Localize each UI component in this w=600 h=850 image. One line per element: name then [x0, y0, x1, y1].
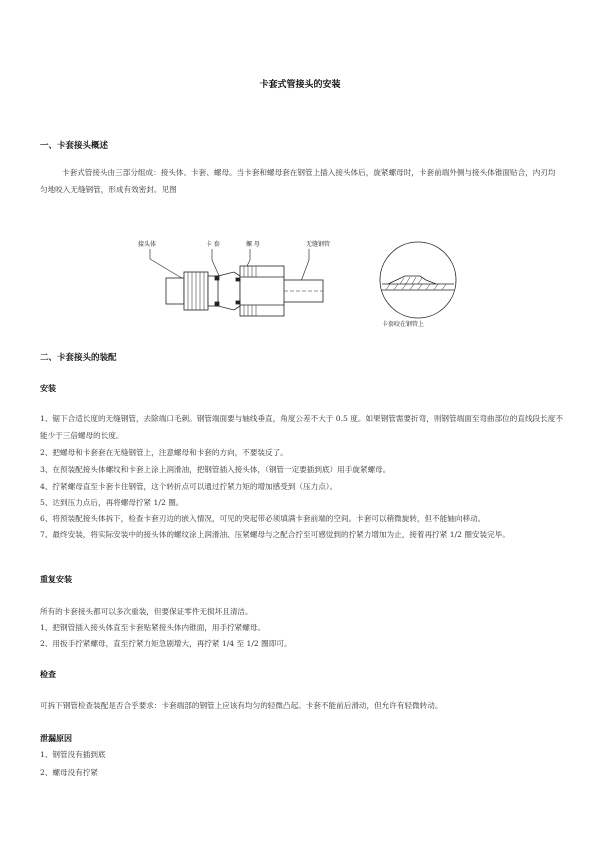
page-title: 卡套式管接头的安装	[259, 80, 341, 90]
reinstall-step-2: 2、用扳手拧紧螺母，直至拧紧力矩急剧增大，再拧紧 1/4 至 1/2 圈即可。	[40, 639, 292, 648]
reinstall-intro: 所有的卡套接头都可以多次重装，但要保证零件无损坏且清洁。	[40, 607, 253, 616]
label-nut: 螺 母	[246, 241, 260, 248]
leak-item-2: 2、螺母没有拧紧	[40, 768, 98, 777]
install-step-1: 1、锯下合适长度的无缝钢管，去除端口毛刺。钢管端面要与轴线垂直，角度公差不大于 0.5 度。如果钢管需要折弯，则钢管端面至弯曲部位的直线段长度不能少于三倍螺母的长度。	[40, 414, 563, 440]
install-step-3: 3、在预装配接头体螺纹和卡套上涂上润滑油，把钢管插入接头体，（钢管一定要插到底）用手旋紧螺母。	[40, 465, 391, 474]
check-text: 可拆下钢管检查装配是否合乎要求：卡套端部的钢管上应该有均匀的轻微凸起。卡套不能前后滑动，但允许有轻微转动。	[40, 701, 443, 710]
section-heading-overview: 一、卡套接头概述	[40, 141, 109, 151]
label-detail: 卡套咬在钢管上	[382, 321, 425, 328]
fitting-diagram	[120, 232, 460, 332]
install-step-2: 2、把螺母和卡套套在无缝钢管上，注意螺母和卡套的方向，不要装反了。	[40, 448, 288, 457]
install-step-5: 5、达到压力点后，再将螺母拧紧 1/2 圈。	[40, 498, 184, 507]
check-heading: 检查	[40, 670, 56, 679]
label-ferrule: 卡 套	[206, 241, 220, 248]
leak-heading: 泄漏原因	[40, 734, 72, 743]
install-step-6: 6、将预装配接头体拆下，检查卡套刃边的嵌入情况，可见的突起带必须填满卡套前端的空间。卡套可以稍微旋转，但不能轴向移动。	[40, 514, 486, 523]
overview-paragraph: 卡套式管接头由三部分组成：接头体、卡套、螺母。当卡套和螺母套在钢管上插入接头体后，旋紧螺母时，卡套前端外侧与接头体锥面贴合，内刃均匀地咬入无缝钢管，形成有效密封。见图	[40, 168, 556, 194]
reinstall-step-1: 1、把钢管插入接头体直至卡套贴紧接头体内锥面，用手拧紧螺母。	[40, 623, 266, 632]
section-heading-assembly: 二、卡套接头的装配	[40, 353, 117, 363]
install-step-4: 4、拧紧螺母直至卡套卡住钢管，这个转折点可以通过拧紧力矩的增加感受到（压力点）。	[40, 482, 338, 491]
install-step-7: 7、最终安装，将实际安装中的接头体的螺纹涂上润滑油、压紧螺母与之配合拧至可感觉到的拧紧力增加为止，接着再拧紧 1/2 圈安装完毕。	[40, 530, 510, 539]
label-pipe: 无缝钢管	[306, 241, 331, 248]
install-heading: 安装	[40, 384, 56, 393]
label-body: 接头体	[138, 241, 157, 248]
reinstall-heading: 重复安装	[40, 575, 72, 584]
leak-item-1: 1、钢管没有插到底	[40, 750, 106, 759]
